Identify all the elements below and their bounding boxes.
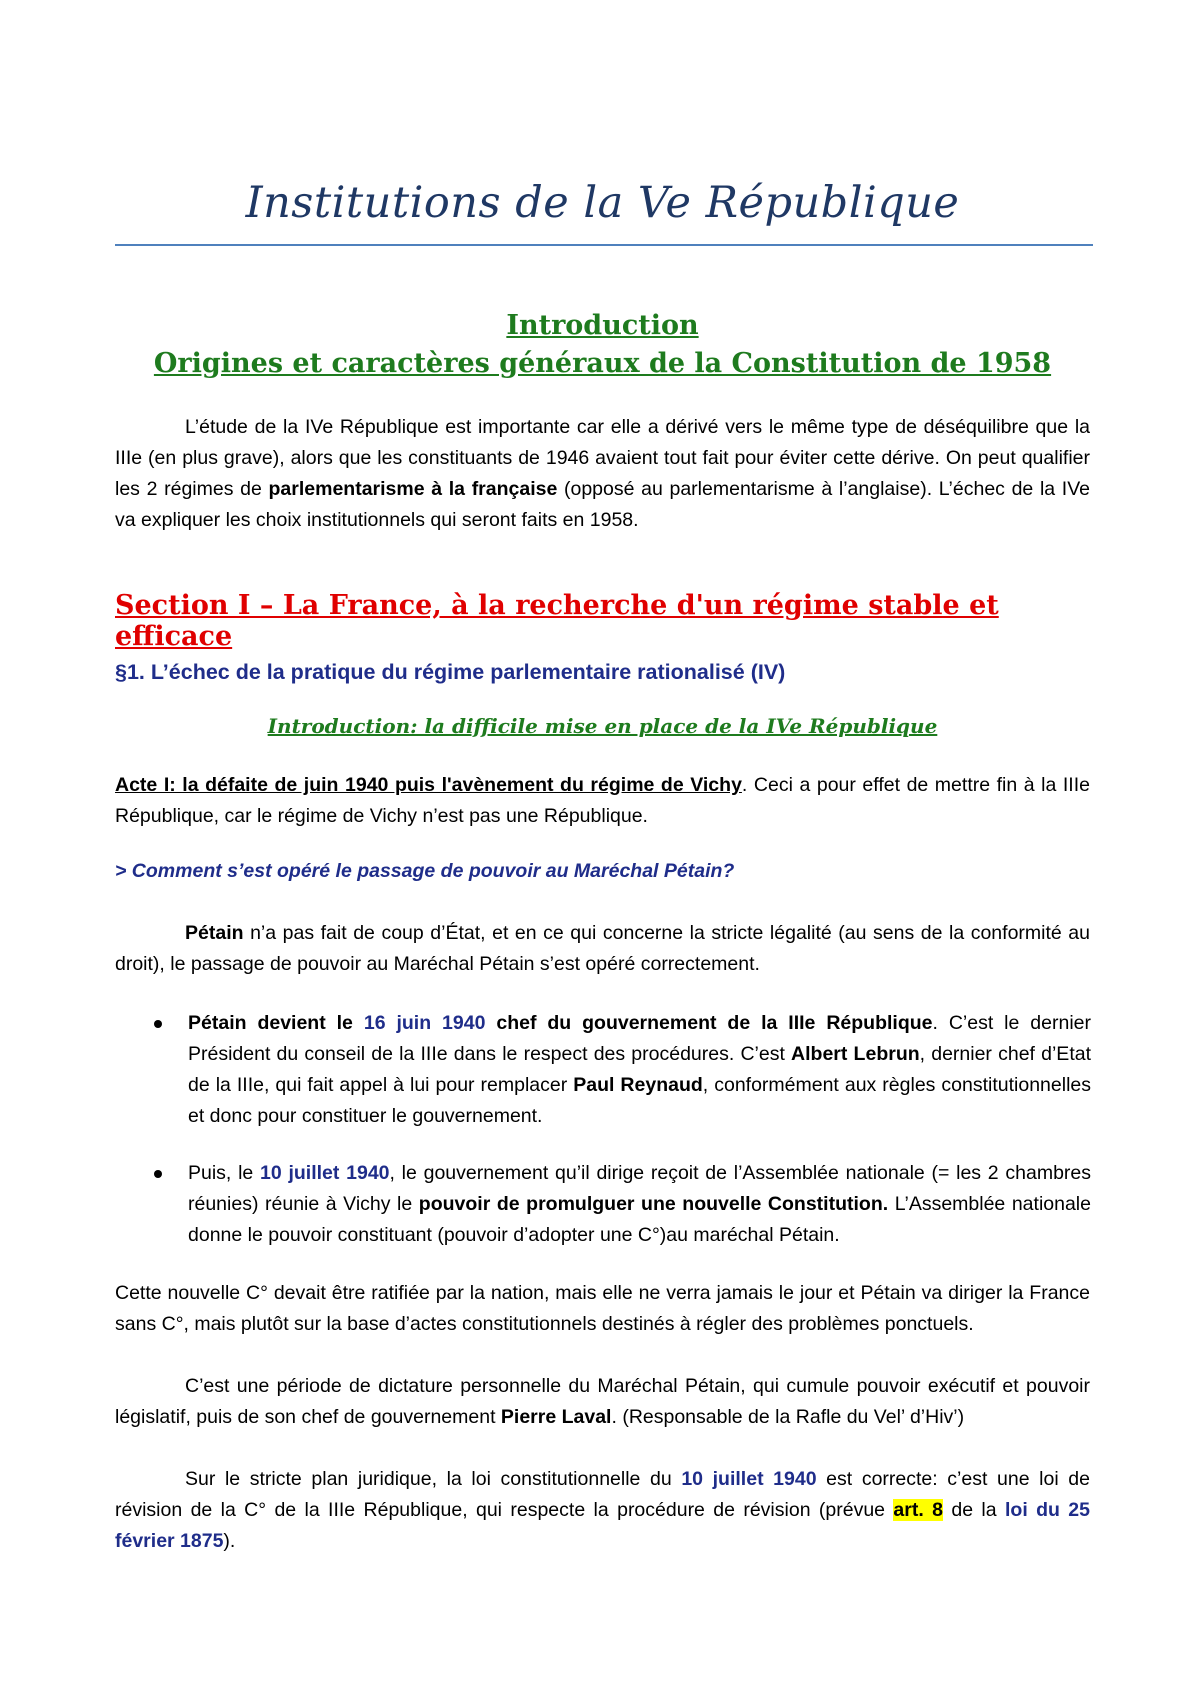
intro-subtitle-heading: Origines et caractères généraux de la Constitution de 1958 (153, 348, 1052, 379)
dictature-paragraph (115, 1371, 1090, 1433)
list-item (188, 1158, 1091, 1251)
text-run: de la (942, 1499, 1005, 1521)
text-run: . C’est le dernier Président du conseil de la IIIe dans le respect des procédures. C’est (188, 1012, 1091, 1065)
bullet-icon (154, 1020, 162, 1028)
highlighted-article: art. 8 (893, 1499, 943, 1521)
law-reference-run: loi du 25 février 1875 (115, 1499, 1090, 1552)
text-run: L’Assemblée nationale donne le pouvoir constituant (pouvoir d’adopter une C°)au maréchal Pétain. (188, 1193, 1091, 1246)
name-run: Pierre Laval (500, 1406, 612, 1428)
text-run: n’a pas fait de coup d’État, et en ce qui concerne la stricte légalité (au sens de la conformité au droit), le passage de pouvoir au Maréchal Pétain s’est opéré correctement. (115, 922, 1090, 975)
ratification-paragraph: Cette nouvelle C° devait être ratifiée par la nation, mais elle ne verra jamais le jour et Pétain va diriger la France sans C°, mais plutôt sur la base d’actes constitutionnels destinés à régler des problèmes ponctuels. (115, 1282, 1090, 1335)
document-title: Institutions de la Ve République (245, 178, 960, 228)
list-item (188, 1008, 1091, 1132)
bullet-icon (154, 1170, 162, 1178)
text-run: Sur le stricte plan juridique, la loi constitutionnelle du (185, 1468, 682, 1490)
date-run: 10 juillet 1940 (260, 1162, 390, 1184)
bold-run: parlementarisme à la française (268, 478, 558, 500)
acte-paragraph (115, 770, 1090, 832)
text-run: (opposé au parlementarisme à l’anglaise). L’échec de la IVe va expliquer les choix institutionnels qui seront faits en 1958. (115, 478, 1090, 531)
text-run: , le gouvernement qu’il dirige reçoit de l’Assemblée nationale (= les 2 chambres réunies) réunie à Vichy le (188, 1162, 1092, 1215)
text-run: , conformément aux règles constitutionnelles et donc pour constituer le gouvernement. (188, 1074, 1092, 1127)
name-run: Albert Lebrun (791, 1043, 920, 1065)
text-run: L’étude de la IVe République est importante car elle a dérivé vers le même type de déséquilibre que la IIIe (en plus grave), alors que les constituants de 1946 avaient tout fait pour éviter cette dérive. On peut qualifier les 2 régimes de (115, 416, 1090, 500)
bold-run: chef du gouvernement de la IIIe République (485, 1012, 933, 1034)
bold-run: pouvoir de promulguer une nouvelle Constitution. (418, 1193, 889, 1215)
text-run: ). (223, 1530, 236, 1552)
text-run: C’est une période de dictature personnelle du Maréchal Pétain, qui cumule pouvoir exécutif et pouvoir législatif, puis de son chef de gouvernement (115, 1375, 1090, 1428)
text-run: , dernier chef d’Etat de la IIIe, qui fait appel à lui pour remplacer (188, 1043, 1091, 1096)
text-run: est correcte: c’est une loi de révision de la C° de la IIIe République, qui respecte la procédure de révision (prévue (115, 1468, 1090, 1521)
bold-run: Pétain devient le (188, 1012, 364, 1034)
bold-run: Pétain (185, 922, 244, 944)
intro-heading: Introduction (506, 310, 699, 341)
text-run: Puis, le (188, 1162, 261, 1184)
subsection-heading: §1. L’échec de la pratique du régime parlementaire rationalisé (IV) (115, 660, 786, 684)
name-run: Paul Reynaud (573, 1074, 703, 1096)
section-heading: Section I – La France, à la recherche d'un régime stable et efficace (115, 590, 999, 652)
petain-paragraph (115, 918, 1090, 980)
question-line: > Comment s’est opéré le passage de pouvoir au Maréchal Pétain? (115, 860, 735, 882)
acte-label: Acte I: la défaite de juin 1940 puis l'avènement du régime de Vichy (115, 774, 742, 796)
text-run: . Ceci a pour effet de mettre fin à la IIIe République, car le régime de Vichy n’est pas une République. (115, 774, 1090, 827)
juridique-paragraph (115, 1464, 1090, 1557)
text-run: . (Responsable de la Rafle du Vel’ d’Hiv’) (611, 1406, 965, 1428)
date-run: 10 juillet 1940 (681, 1468, 817, 1490)
date-run: 16 juin 1940 (363, 1012, 486, 1034)
title-underline-rule (115, 244, 1093, 246)
intro-sub-heading: Introduction: la difficile mise en place de la IVe République (267, 714, 938, 738)
intro-paragraph (115, 412, 1090, 536)
